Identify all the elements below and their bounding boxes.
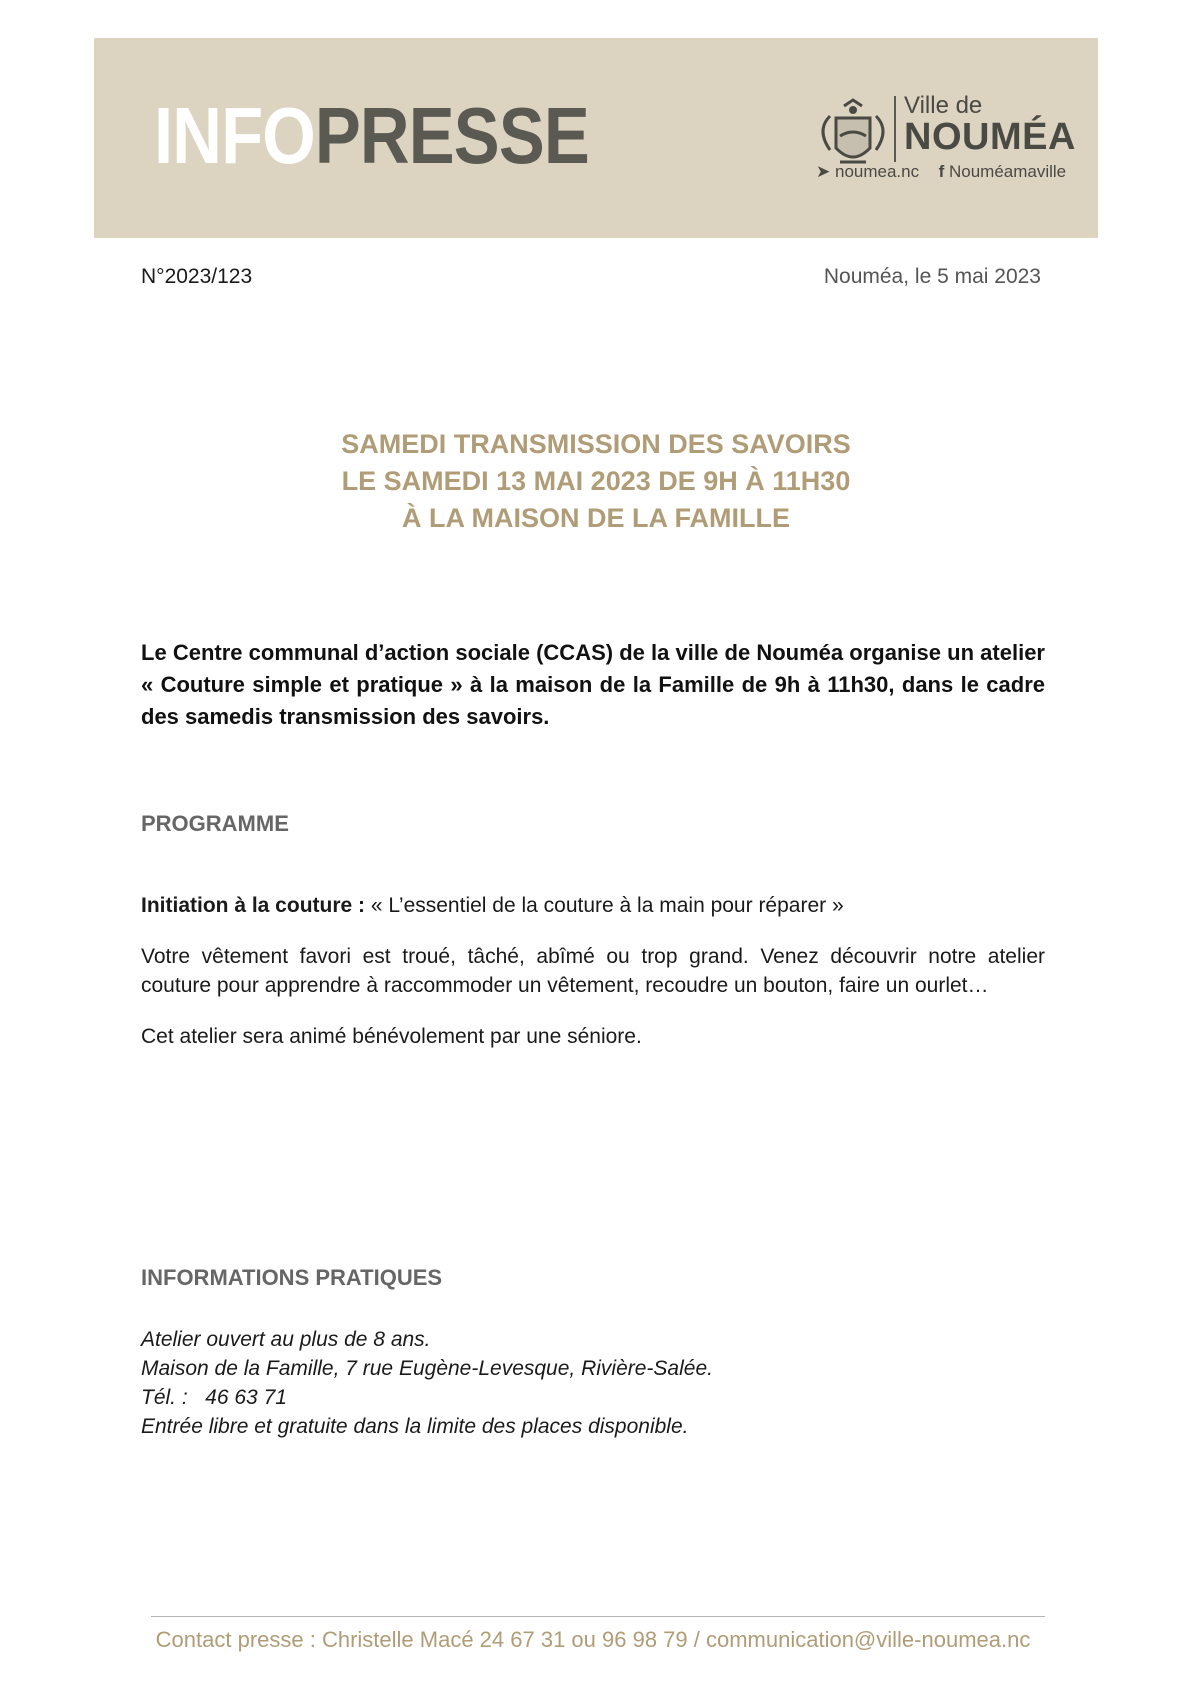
informations-heading: INFORMATIONS PRATIQUES (141, 1265, 443, 1290)
info-line-3: Tél. : 46 63 71 (141, 1386, 287, 1409)
site-link[interactable]: noumea.nc (834, 162, 920, 181)
logo-presse-text: PRESSE (314, 91, 589, 180)
initiation-label: Initiation à la couture : (141, 894, 366, 917)
press-date: Nouméa, le 5 mai 2023 (823, 265, 1041, 288)
city-links (816, 162, 1066, 182)
header-band (94, 38, 1098, 238)
city-block (904, 94, 1076, 158)
info-line-1: Atelier ouvert au plus de 8 ans. (141, 1328, 431, 1351)
programme-paragraph: Votre vêtement favori est troué, tâché, abîmé ou trop grand. Venez découvrir notre atelier couture pour apprendre à raccommoder un vêtement, recoudre un bouton, faire un ourlet… (141, 945, 1045, 997)
social-link[interactable]: Nouméamaville (948, 162, 1067, 181)
title-line-2: LE SAMEDI 13 MAI 2023 DE 9H À 11H30 (341, 466, 851, 496)
city-divider (894, 96, 896, 162)
info-line-4: Entrée libre et gratuite dans la limite des places disponible. (141, 1415, 689, 1438)
lead-paragraph: Le Centre communal d’action sociale (CCAS) de la ville de Nouméa organise un atelier « Couture simple et pratique » à la maison de la Famille de 9h à 11h30, dans le cadre des samedis transmission des savoirs. (141, 640, 1045, 729)
footer-contact: Contact presse : Christelle Macé 24 67 31 ou 96 98 79 / communication@ville-noumea.nc (155, 1627, 1031, 1652)
press-title (141, 426, 1051, 537)
title-line-3: À LA MAISON DE LA FAMILLE (402, 503, 790, 533)
title-line-1: SAMEDI TRANSMISSION DES SAVOIRS (341, 429, 851, 459)
logo-info-text: INFO (154, 91, 315, 180)
city-prefix: Ville de (904, 92, 983, 119)
programme-heading: PROGRAMME (141, 811, 289, 836)
info-line-2: Maison de la Famille, 7 rue Eugène-Levesque, Rivière-Salée. (141, 1357, 713, 1380)
press-number: N°2023/123 (141, 265, 253, 288)
initiation-text: « L’essentiel de la couture à la main pour réparer » (365, 894, 844, 917)
send-icon: ➤ (816, 162, 831, 181)
city-name: NOUMÉA (904, 116, 1076, 158)
footer-divider (151, 1616, 1045, 1617)
facebook-icon: f (938, 162, 945, 181)
initiation-line (141, 891, 1045, 920)
informations-block (141, 1325, 1045, 1441)
infopresse-logo (154, 91, 589, 180)
programme-note: Cet atelier sera animé bénévolement par une séniore. (141, 1025, 642, 1048)
